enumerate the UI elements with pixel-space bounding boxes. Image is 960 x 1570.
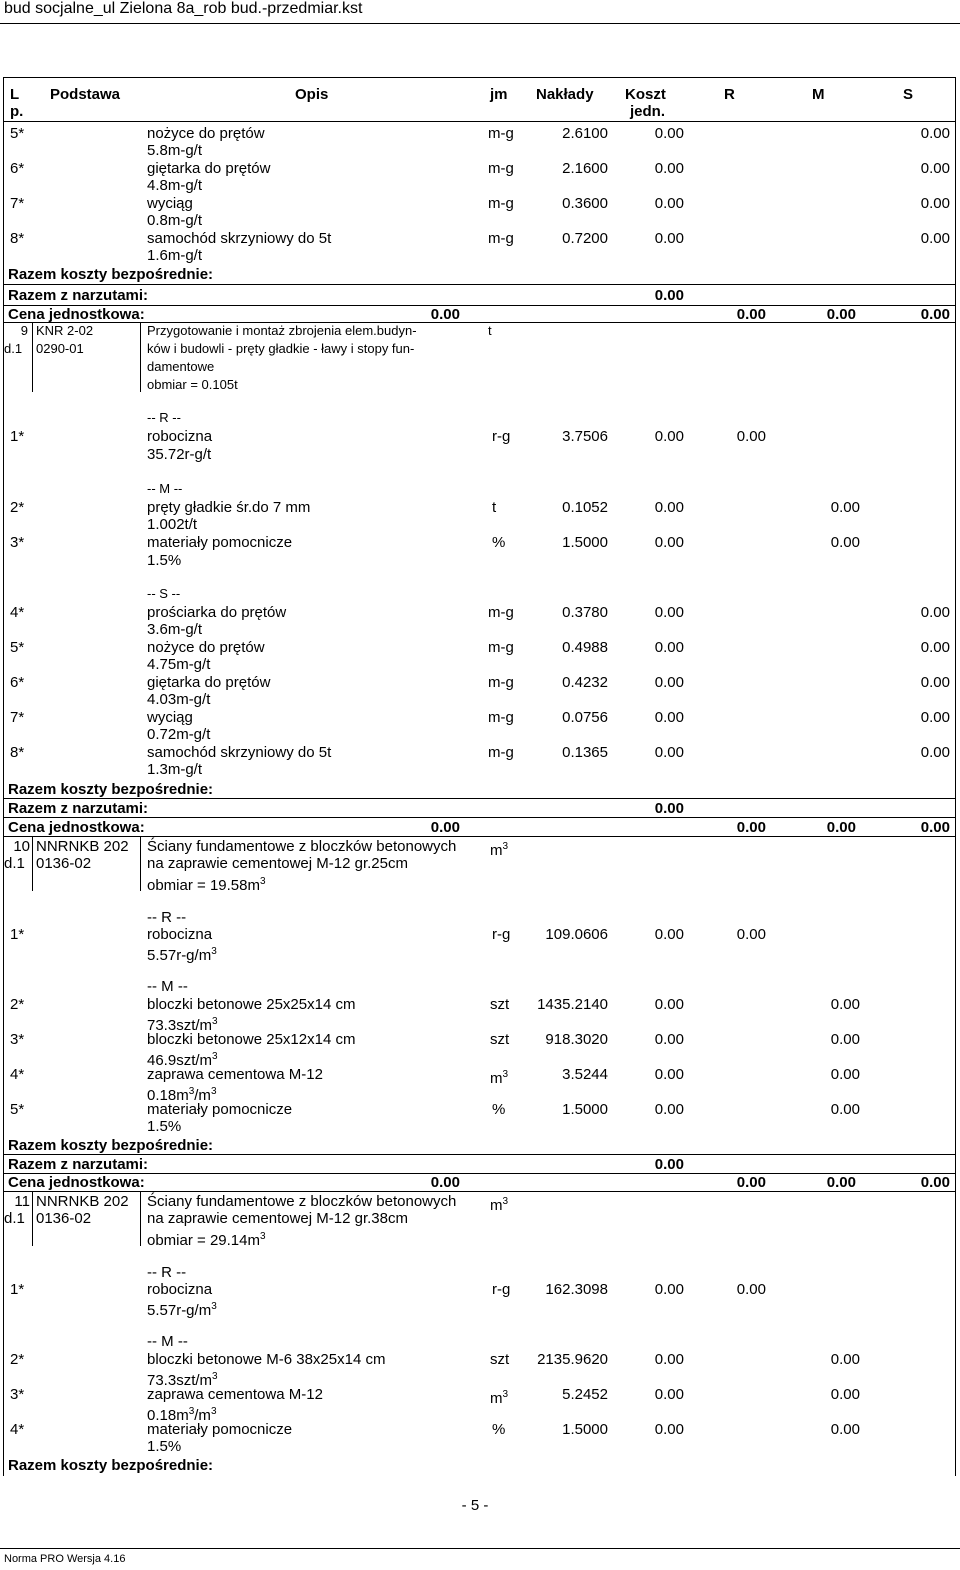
header-podstawa: Podstawa	[50, 86, 121, 103]
item-lp: 2*	[10, 1351, 25, 1368]
item-lp: 3*	[10, 1386, 25, 1403]
header-koszt-2: jedn.	[630, 103, 666, 120]
item-naklady: 0.0756	[562, 709, 608, 726]
col-divider	[32, 1191, 33, 1246]
razem-narzutami-value: 0.00	[654, 1156, 684, 1173]
item-m: 0.00	[830, 1066, 860, 1083]
header-r: R	[724, 86, 735, 103]
item-m: 0.00	[830, 1101, 860, 1118]
position-sub: d.1	[4, 855, 25, 872]
cena-s: 0.00	[920, 819, 950, 836]
item-name: zaprawa cementowa M-12	[147, 1386, 323, 1403]
item-m: 0.00	[830, 996, 860, 1013]
item-koszt: 0.00	[654, 534, 684, 551]
item-name: prościarka do prętów	[147, 604, 287, 621]
item-norm: 0.8m-g/t	[147, 212, 203, 229]
item-jm: szt	[490, 1031, 510, 1048]
cena-m: 0.00	[826, 1174, 856, 1191]
item-koszt: 0.00	[654, 926, 684, 943]
item-naklady: 2.6100	[562, 125, 608, 142]
position-obmiar: obmiar = 0.105t	[147, 377, 238, 392]
item-norm: $73.3szt/m^3$	[147, 1016, 218, 1034]
col-divider	[140, 1191, 141, 1246]
razem-narzutami: Razem z narzutami:	[8, 800, 149, 817]
item-lp: 8*	[10, 230, 25, 247]
title-rule	[0, 23, 960, 24]
item-naklady: 1.5000	[562, 534, 608, 551]
position-base-code: 0136-02	[36, 1210, 92, 1227]
item-r: 0.00	[736, 926, 766, 943]
position-base: KNR 2-02	[36, 323, 94, 338]
position-jm: $m^3$	[490, 1196, 509, 1214]
cena-r: 0.00	[736, 819, 766, 836]
item-name: zaprawa cementowa M-12	[147, 1066, 323, 1083]
razem-bezposrednie: Razem koszty bezpośrednie:	[8, 266, 214, 283]
cena-value: 0.00	[430, 1174, 460, 1191]
table-top-border	[3, 77, 955, 78]
section-r-label: -- R --	[147, 1264, 187, 1281]
item-r: 0.00	[736, 428, 766, 445]
item-norm: $46.9szt/m^3$	[147, 1051, 218, 1069]
position-description-2: ków i budowli - pręty gładkie - ławy i stopy fun-	[147, 341, 415, 356]
item-jm: r-g	[492, 428, 511, 445]
item-m: 0.00	[830, 1351, 860, 1368]
header-jm: jm	[490, 86, 508, 103]
col-divider	[140, 322, 141, 392]
item-lp: 6*	[10, 674, 25, 691]
item-jm: $m^3$	[490, 1069, 509, 1087]
section-s-label: -- S --	[147, 586, 181, 601]
item-koszt: 0.00	[654, 1101, 684, 1118]
header-lp: L	[10, 86, 20, 103]
file-title: bud socjalne_ul Zielona 8a_rob bud.-przedmiar.kst	[4, 0, 363, 17]
item-jm: r-g	[492, 1281, 511, 1298]
item-koszt: 0.00	[654, 230, 684, 247]
position-base: NNRNKB 202	[36, 1193, 129, 1210]
item-name: pręty gładkie śr.do 7 mm	[147, 499, 311, 516]
item-norm: 4.8m-g/t	[147, 177, 203, 194]
item-naklady: 1.5000	[562, 1101, 608, 1118]
position-rule	[3, 322, 955, 323]
item-koszt: 0.00	[654, 996, 684, 1013]
item-name: nożyce do prętów	[147, 125, 265, 142]
position-description: Przygotowanie i montaż zbrojenia elem.budyn-	[147, 323, 417, 338]
position-base-code: 0136-02	[36, 855, 92, 872]
item-norm: 4.75m-g/t	[147, 656, 211, 673]
cena-jednostkowa: Cena jednostkowa:	[8, 1174, 145, 1191]
row-rule	[3, 817, 955, 818]
item-norm: 5.8m-g/t	[147, 142, 203, 159]
header-m: M	[812, 86, 825, 103]
item-name: samochód skrzyniowy do 5t	[147, 230, 332, 247]
item-lp: 5*	[10, 639, 25, 656]
item-lp: 1*	[10, 428, 25, 445]
cena-s: 0.00	[920, 1174, 950, 1191]
item-jm: m-g	[488, 160, 514, 177]
item-koszt: 0.00	[654, 1386, 684, 1403]
footer-software: Norma PRO Wersja 4.16	[4, 1553, 126, 1565]
item-norm: 1.5%	[147, 1118, 182, 1135]
footer-rule	[0, 1548, 960, 1549]
item-koszt: 0.00	[654, 160, 684, 177]
position-number: 11	[14, 1193, 30, 1210]
item-lp: 4*	[10, 1066, 25, 1083]
item-naklady: 5.2452	[562, 1386, 608, 1403]
section-m-label: -- M --	[147, 1333, 188, 1350]
position-jm: $m^3$	[490, 841, 509, 859]
item-naklady: 0.4232	[562, 674, 608, 691]
item-m: 0.00	[830, 1386, 860, 1403]
item-norm: $5.57r-g/m^3$	[147, 1301, 217, 1319]
item-jm: m-g	[488, 744, 514, 761]
item-jm: t	[492, 499, 497, 516]
position-sub: d.1	[4, 341, 23, 356]
item-norm: $0.18m^3/m^3$	[147, 1406, 217, 1424]
item-norm: 1.002t/t	[147, 516, 198, 533]
item-s: 0.00	[920, 160, 950, 177]
item-koszt: 0.00	[654, 1281, 684, 1298]
item-name: giętarka do prętów	[147, 160, 271, 177]
header-koszt: Koszt	[625, 86, 666, 103]
item-norm: 35.72r-g/t	[147, 446, 212, 463]
col-divider	[140, 836, 141, 891]
cena-m: 0.00	[826, 306, 856, 323]
header-naklady: Nakłady	[536, 86, 594, 103]
item-koszt: 0.00	[654, 125, 684, 142]
item-jm: $m^3$	[490, 1389, 509, 1407]
item-s: 0.00	[920, 709, 950, 726]
item-r: 0.00	[736, 1281, 766, 1298]
item-koszt: 0.00	[654, 499, 684, 516]
cena-r: 0.00	[736, 306, 766, 323]
item-naklady: 1435.2140	[537, 996, 608, 1013]
cena-value: 0.00	[430, 306, 460, 323]
item-name: nożyce do prętów	[147, 639, 265, 656]
item-lp: 5*	[10, 125, 25, 142]
item-lp: 2*	[10, 499, 25, 516]
item-jm: m-g	[488, 125, 514, 142]
razem-narzutami: Razem z narzutami:	[8, 1156, 149, 1173]
razem-narzutami-value: 0.00	[654, 800, 684, 817]
position-description: Ściany fundamentowe z bloczków betonowych	[147, 1193, 457, 1210]
item-s: 0.00	[920, 125, 950, 142]
item-norm: 1.3m-g/t	[147, 761, 203, 778]
item-jm: szt	[490, 996, 510, 1013]
item-lp: 5*	[10, 1101, 25, 1118]
row-rule	[3, 798, 955, 799]
cena-m: 0.00	[826, 819, 856, 836]
item-name: materiały pomocnicze	[147, 534, 293, 551]
item-lp: 7*	[10, 709, 25, 726]
item-name: robocizna	[147, 926, 213, 943]
col-divider	[32, 836, 33, 891]
item-koszt: 0.00	[654, 604, 684, 621]
item-s: 0.00	[920, 195, 950, 212]
item-lp: 7*	[10, 195, 25, 212]
item-naklady: 0.4988	[562, 639, 608, 656]
cena-jednostkowa: Cena jednostkowa:	[8, 819, 145, 836]
item-s: 0.00	[920, 744, 950, 761]
position-description-2: na zaprawie cementowej M-12 gr.25cm	[147, 855, 408, 872]
section-r-label: -- R --	[147, 410, 181, 425]
item-jm: m-g	[488, 639, 514, 656]
item-lp: 1*	[10, 926, 25, 943]
item-lp: 3*	[10, 1031, 25, 1048]
item-naklady: 109.0606	[545, 926, 608, 943]
item-jm: m-g	[488, 604, 514, 621]
position-rule	[3, 1191, 955, 1192]
item-jm: m-g	[488, 195, 514, 212]
item-koszt: 0.00	[654, 639, 684, 656]
cena-value: 0.00	[430, 819, 460, 836]
item-koszt: 0.00	[654, 428, 684, 445]
item-koszt: 0.00	[654, 709, 684, 726]
item-naklady: 0.3600	[562, 195, 608, 212]
item-naklady: 0.1365	[562, 744, 608, 761]
item-lp: 3*	[10, 534, 25, 551]
section-m-label: -- M --	[147, 978, 188, 995]
row-rule	[3, 1154, 955, 1155]
position-jm: t	[488, 323, 492, 338]
position-base: NNRNKB 202	[36, 838, 129, 855]
razem-bezposrednie: Razem koszty bezpośrednie:	[8, 781, 214, 798]
item-lp: 6*	[10, 160, 25, 177]
item-naklady: 1.5000	[562, 1421, 608, 1438]
item-jm: szt	[490, 1351, 510, 1368]
position-description-3: damentowe	[147, 359, 215, 374]
cena-r: 0.00	[736, 1174, 766, 1191]
section-m-label: -- M --	[147, 481, 183, 496]
item-name: giętarka do prętów	[147, 674, 271, 691]
item-lp: 2*	[10, 996, 25, 1013]
item-s: 0.00	[920, 604, 950, 621]
item-norm: 1.5%	[147, 552, 182, 569]
item-name: wyciąg	[147, 709, 193, 726]
item-name: materiały pomocnicze	[147, 1421, 293, 1438]
item-norm: $0.18m^3/m^3$	[147, 1086, 217, 1104]
item-name: robocizna	[147, 428, 213, 445]
razem-bezposrednie: Razem koszty bezpośrednie:	[8, 1457, 214, 1474]
item-lp: 8*	[10, 744, 25, 761]
item-jm: m-g	[488, 230, 514, 247]
item-koszt: 0.00	[654, 1421, 684, 1438]
item-naklady: 0.7200	[562, 230, 608, 247]
item-name: robocizna	[147, 1281, 213, 1298]
item-koszt: 0.00	[654, 1351, 684, 1368]
item-s: 0.00	[920, 230, 950, 247]
table-right-border	[955, 77, 956, 1476]
position-description-2: na zaprawie cementowej M-12 gr.38cm	[147, 1210, 408, 1227]
item-m: 0.00	[830, 499, 860, 516]
item-naklady: 0.3780	[562, 604, 608, 621]
cena-s: 0.00	[920, 306, 950, 323]
position-description: Ściany fundamentowe z bloczków betonowych	[147, 838, 457, 855]
item-norm: 4.03m-g/t	[147, 691, 211, 708]
item-s: 0.00	[920, 639, 950, 656]
item-koszt: 0.00	[654, 744, 684, 761]
header-lp-2: p.	[10, 103, 24, 120]
item-lp: 4*	[10, 1421, 25, 1438]
header-rule	[3, 121, 955, 122]
item-lp: 1*	[10, 1281, 25, 1298]
position-rule	[3, 836, 955, 837]
item-m: 0.00	[830, 1031, 860, 1048]
item-norm: 0.72m-g/t	[147, 726, 211, 743]
item-name: bloczki betonowe 25x25x14 cm	[147, 996, 356, 1013]
item-name: wyciąg	[147, 195, 193, 212]
item-s: 0.00	[920, 674, 950, 691]
row-rule	[3, 284, 955, 285]
item-jm: m-g	[488, 709, 514, 726]
item-m: 0.00	[830, 534, 860, 551]
item-naklady: 918.3020	[545, 1031, 608, 1048]
item-jm: m-g	[488, 674, 514, 691]
item-norm: $5.57r-g/m^3$	[147, 946, 217, 964]
position-sub: d.1	[4, 1210, 25, 1227]
item-naklady: 3.5244	[562, 1066, 608, 1083]
razem-narzutami: Razem z narzutami:	[8, 287, 149, 304]
item-norm: 1.5%	[147, 1438, 182, 1455]
item-norm: $73.3szt/m^3$	[147, 1371, 218, 1389]
item-jm: %	[492, 534, 506, 551]
section-r-label: -- R --	[147, 909, 187, 926]
item-lp: 4*	[10, 604, 25, 621]
position-obmiar: obmiar = $29.14m^3$	[147, 1231, 266, 1249]
position-obmiar: obmiar = $19.58m^3$	[147, 876, 266, 894]
item-naklady: 0.1052	[562, 499, 608, 516]
item-norm: 1.6m-g/t	[147, 247, 203, 264]
position-number: 9	[20, 323, 28, 338]
item-norm: 3.6m-g/t	[147, 621, 203, 638]
header-s: S	[903, 86, 914, 103]
item-name: materiały pomocnicze	[147, 1101, 293, 1118]
item-koszt: 0.00	[654, 1031, 684, 1048]
page-number: - 5 -	[461, 1497, 489, 1514]
razem-narzutami-value: 0.00	[654, 287, 684, 304]
item-naklady: 2.1600	[562, 160, 608, 177]
item-name: bloczki betonowe 25x12x14 cm	[147, 1031, 356, 1048]
position-number: 10	[13, 838, 30, 855]
item-jm: %	[492, 1421, 506, 1438]
position-base-code: 0290-01	[36, 341, 84, 356]
col-divider	[32, 322, 33, 392]
table-left-border	[3, 77, 4, 1476]
item-m: 0.00	[830, 1421, 860, 1438]
item-name: bloczki betonowe M-6 38x25x14 cm	[147, 1351, 386, 1368]
razem-bezposrednie: Razem koszty bezpośrednie:	[8, 1137, 214, 1154]
item-naklady: 2135.9620	[537, 1351, 608, 1368]
item-jm: %	[492, 1101, 506, 1118]
header-opis: Opis	[295, 86, 329, 103]
item-koszt: 0.00	[654, 195, 684, 212]
item-koszt: 0.00	[654, 674, 684, 691]
item-name: samochód skrzyniowy do 5t	[147, 744, 332, 761]
item-naklady: 3.7506	[562, 428, 608, 445]
item-jm: r-g	[492, 926, 511, 943]
item-naklady: 162.3098	[545, 1281, 608, 1298]
cena-jednostkowa: Cena jednostkowa:	[8, 306, 145, 323]
item-koszt: 0.00	[654, 1066, 684, 1083]
